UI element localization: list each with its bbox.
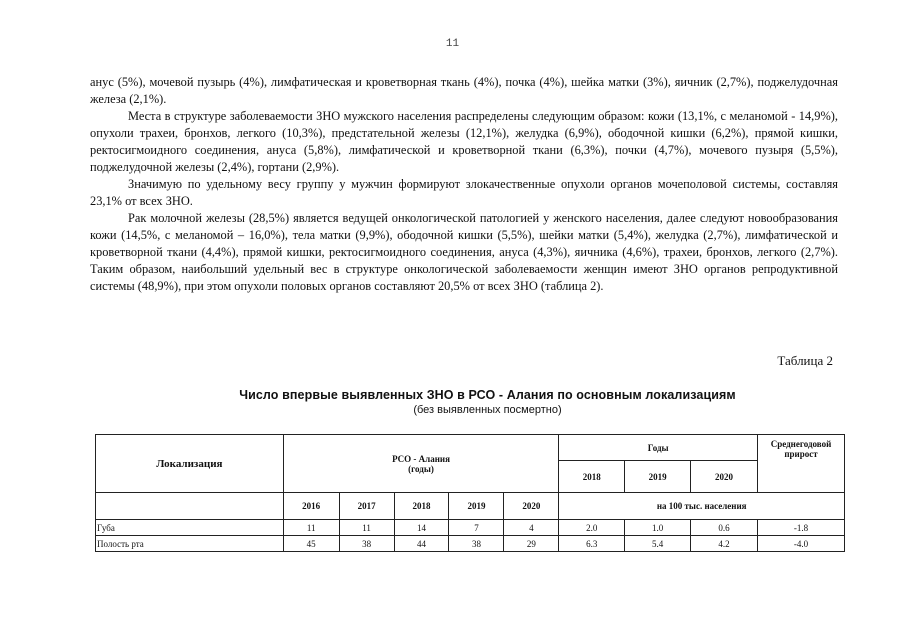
- rate-cell: 1.0: [625, 520, 691, 536]
- header-localization: Локализация: [96, 435, 284, 493]
- incidence-table: [95, 434, 845, 552]
- abs-cell: 11: [339, 520, 394, 536]
- paragraph: анус (5%), мочевой пузырь (4%), лимфатическая и кроветворная ткань (4%), почка (4%), шейка матки (3%), яичник (2,7%), поджелудочная железа (2,1%).: [90, 75, 838, 106]
- row-name: Губа: [96, 520, 284, 536]
- abs-cell: 4: [504, 520, 559, 536]
- empty-cell: [96, 493, 284, 520]
- header-rso: [283, 435, 559, 493]
- abs-year-header: 2020: [504, 493, 559, 520]
- table-row: [96, 536, 845, 552]
- table-subtitle: (без выявленных посмертно): [413, 404, 562, 416]
- rate-cell: 5.4: [625, 536, 691, 552]
- row-name: Полость рта: [96, 536, 284, 552]
- paragraph: Места в структуре заболеваемости ЗНО мужского населения распределены следующим образом: кожи (13,1%, с меланомой - 14,9%), опухоли трахеи, бронхов, легкого (10,3%), предстательной железы (12,1%), желудка (6,9%), ободочной кишки (6,2%), прямой кишки, ректосигмоидного соединения, ануса (5,8%), лимфатической и кроветворной ткани (6,3%), почки (4,7%), мочевого пузыря (5,5%), поджелудочной железы (2,4%), гортани (2,9%).: [90, 109, 838, 174]
- rate-year-header: 2019: [625, 461, 691, 493]
- header-growth-line2: прирост: [784, 449, 818, 459]
- rate-cell: 2.0: [559, 520, 625, 536]
- abs-year-header: 2019: [449, 493, 504, 520]
- rate-year-header: 2020: [691, 461, 758, 493]
- body-text: [90, 74, 838, 295]
- paragraph: Рак молочной железы (28,5%) является ведущей онкологической патологией у женского населения, далее следуют новообразования кожи (14,5%, с меланомой – 16,0%), тела матки (9,9%), ободочной кишки (5,5%), шейки матки (5,4%), желудка (2,7%), лимфатической и кроветворной ткани (4,4%), прямой кишки, ректосигмоидного соединения, ануса (4,3%), яичника (4,6%), трахеи, бронхов, легкого (2,7%). Таким образом, наибольший удельный вес в структуре онкологической заболеваемости женщин имеют ЗНО органов репродуктивной системы (48,9%), при этом опухоли половых органов составляют 20,5% от всех ЗНО (таблица 2).: [90, 211, 838, 293]
- table-row: [96, 520, 845, 536]
- page-number: 11: [445, 38, 460, 50]
- header-growth: [758, 435, 845, 493]
- paragraph: Значимую по удельному весу группу у мужчин формируют злокачественные опухоли органов мочеполовой системы, составляя 23,1% от всех ЗНО.: [90, 177, 838, 208]
- abs-year-header: 2017: [339, 493, 394, 520]
- rate-year-header: 2018: [559, 461, 625, 493]
- abs-cell: 45: [283, 536, 339, 552]
- abs-cell: 44: [394, 536, 449, 552]
- table-title: Число впервые выявленных ЗНО в РСО - Алания по основным локализациям: [239, 388, 736, 402]
- growth-cell: -1.8: [758, 520, 845, 536]
- abs-cell: 38: [449, 536, 504, 552]
- abs-cell: 29: [504, 536, 559, 552]
- abs-cell: 14: [394, 520, 449, 536]
- header-rso-line1: РСО - Алания: [392, 453, 450, 464]
- per-100k-header: на 100 тыс. населения: [559, 493, 845, 520]
- abs-cell: 7: [449, 520, 504, 536]
- abs-cell: 11: [283, 520, 339, 536]
- header-years: Годы: [559, 435, 758, 461]
- abs-year-header: 2016: [283, 493, 339, 520]
- rate-cell: 0.6: [691, 520, 758, 536]
- header-rso-line2: (годы): [408, 463, 434, 474]
- abs-cell: 38: [339, 536, 394, 552]
- table-label: Таблица 2: [777, 353, 833, 368]
- rate-cell: 4.2: [691, 536, 758, 552]
- header-growth-line1: Среднегодовой: [770, 439, 832, 449]
- growth-cell: -4.0: [758, 536, 845, 552]
- rate-cell: 6.3: [559, 536, 625, 552]
- abs-year-header: 2018: [394, 493, 449, 520]
